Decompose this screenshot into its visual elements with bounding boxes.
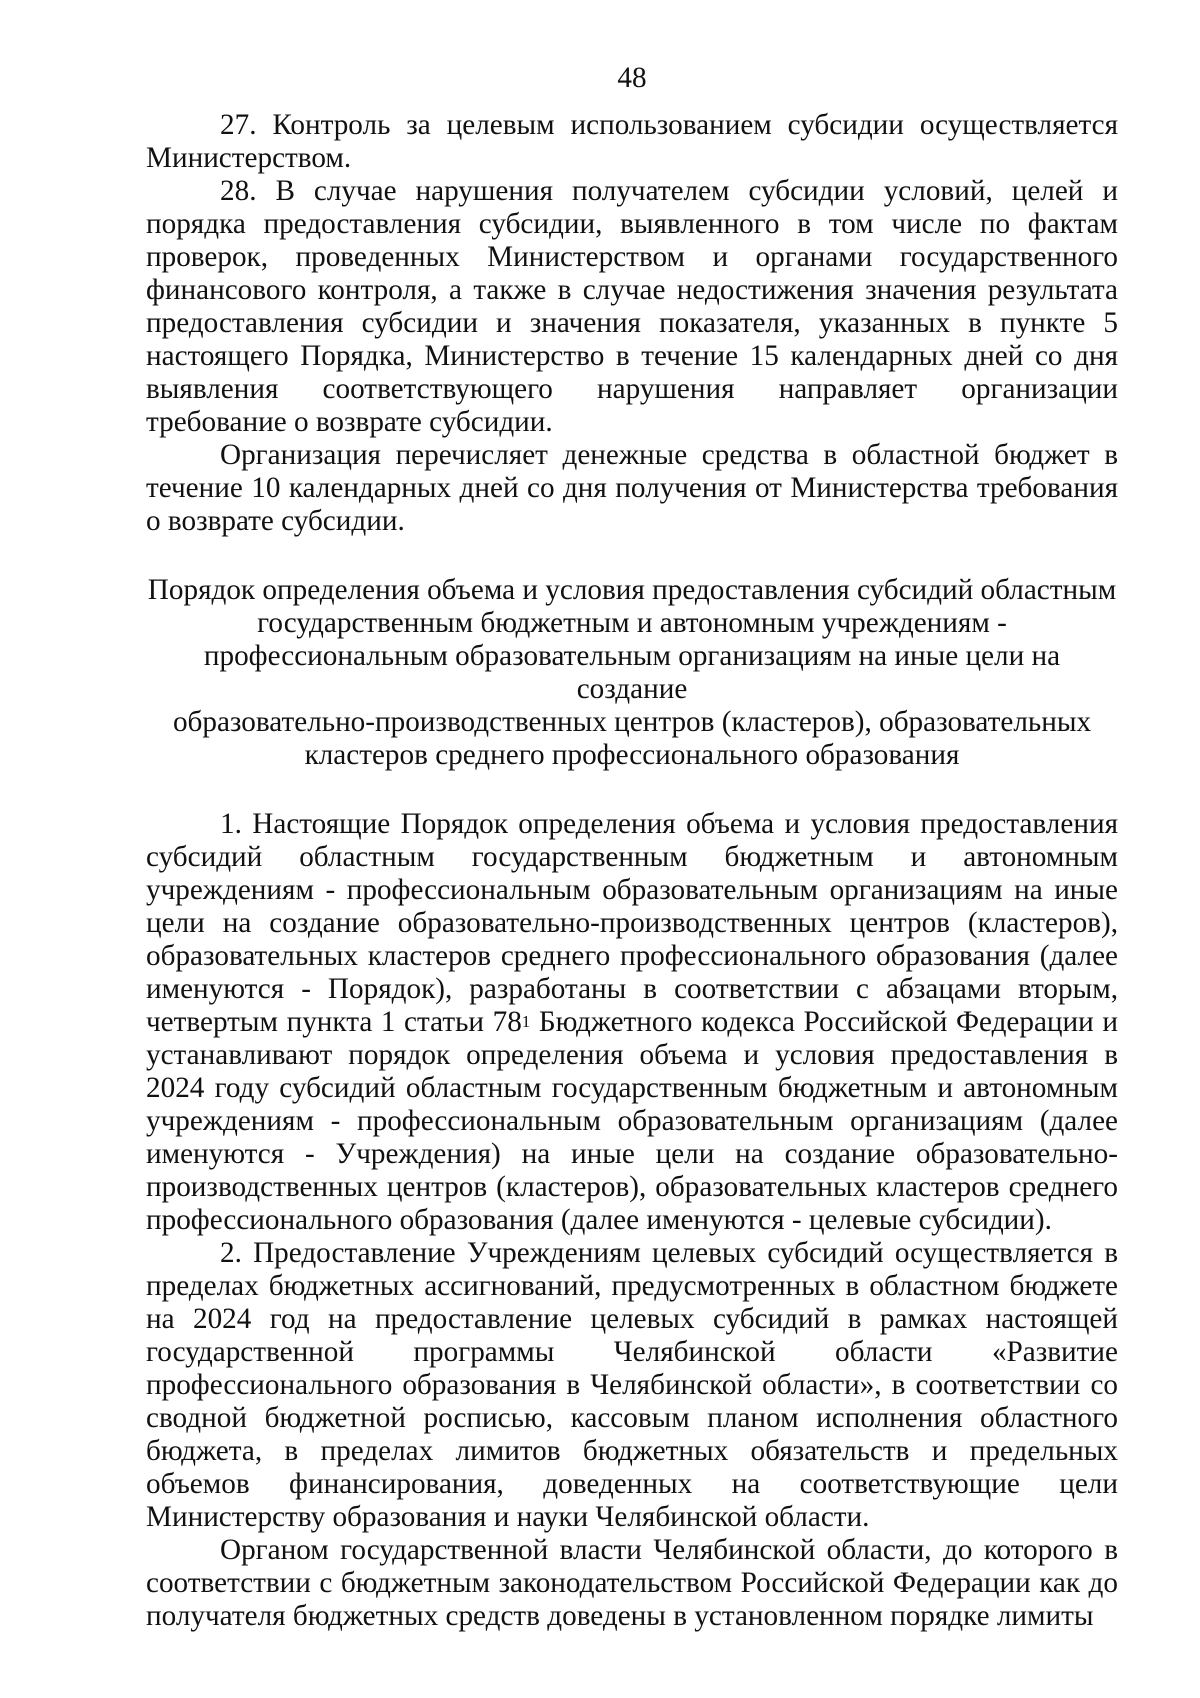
- paragraph-27: 27. Контроль за целевым использованием субсидии осуществляется Министерством.: [146, 109, 1118, 174]
- document-page: [146, 62, 1118, 1633]
- paragraph-28-return: Организация перечисляет денежные средства в областной бюджет в течение 10 календарных дней со дня получения от Министерства требования о возврате субсидии.: [146, 439, 1118, 537]
- superscript: 1: [521, 1012, 531, 1031]
- paragraph-1-text-start: 1. Настоящие Порядок определения объема и условия предоставления субсидий областным государственным бюджетным и автономным учреждениям - профессиональным образовательным организациям на иные цели на создание образовательно-производственных центров (кластеров), образовательных кластеров среднего профессионального образования (далее именуются - Порядок), разработаны в соответствии с абзацами вторым, четвертым пункта 1 статьи 78: [146, 808, 1118, 1038]
- paragraph-2-organ: Органом государственной власти Челябинской области, до которого в соответствии с бюджетным законодательством Российской Федерации как до получателя бюджетных средств доведены в установленном порядке лимиты: [146, 1534, 1118, 1632]
- heading-line: профессиональным образовательным организациям на иные цели на создание: [203, 640, 1061, 705]
- heading-line: образовательно-производственных центров (кластеров), образовательных: [172, 706, 1092, 738]
- page-number: 48: [617, 62, 647, 94]
- section-heading: [146, 574, 1118, 772]
- paragraph-2: 2. Предоставление Учреждениям целевых субсидий осуществляется в пределах бюджетных ассигнований, предусмотренных в областном бюджете на 2024 год на предоставление целевых субсидий в рамках настоящей государственной программы Челябинской области «Развитие профессионального образования в Челябинской области», в соответствии со сводной бюджетной росписью, кассовым планом исполнения областного бюджета, в пределах лимитов бюджетных обязательств и предельных объемов финансирования, доведенных на соответствующие цели Министерству образования и науки Челябинской области.: [146, 1237, 1118, 1533]
- paragraph-28: 28. В случае нарушения получателем субсидии условий, целей и порядка предоставления субсидии, выявленного в том числе по фактам проверок, проведенных Министерством и органами государственного финансового контроля, а также в случае недостижения значения результата предоставления субсидии и значения показателя, указанных в пункте 5 настоящего Порядка, Министерство в течение 15 календарных дней со дня выявления соответствующего нарушения направляет организации требование о возврате субсидии.: [146, 175, 1118, 438]
- paragraph-1: [146, 808, 1118, 1237]
- paragraph-1-text-end: Бюджетного кодекса Российской Федерации и устанавливают порядок определения объема и условия предоставления в 2024 году субсидий областным государственным бюджетным и автономным учреждениям - профессиональным образовательным организациям (далее именуются - Учреждения) на иные цели на создание образовательно-производственных центров (кластеров), образовательных кластеров среднего профессионального образования (далее именуются - целевые субсидии).: [146, 1006, 1118, 1236]
- heading-line: кластеров среднего профессионального образования: [304, 739, 960, 771]
- heading-line: государственным бюджетным и автономным учреждениям -: [257, 607, 1007, 639]
- heading-line: Порядок определения объема и условия предоставления субсидий областным: [147, 574, 1117, 606]
